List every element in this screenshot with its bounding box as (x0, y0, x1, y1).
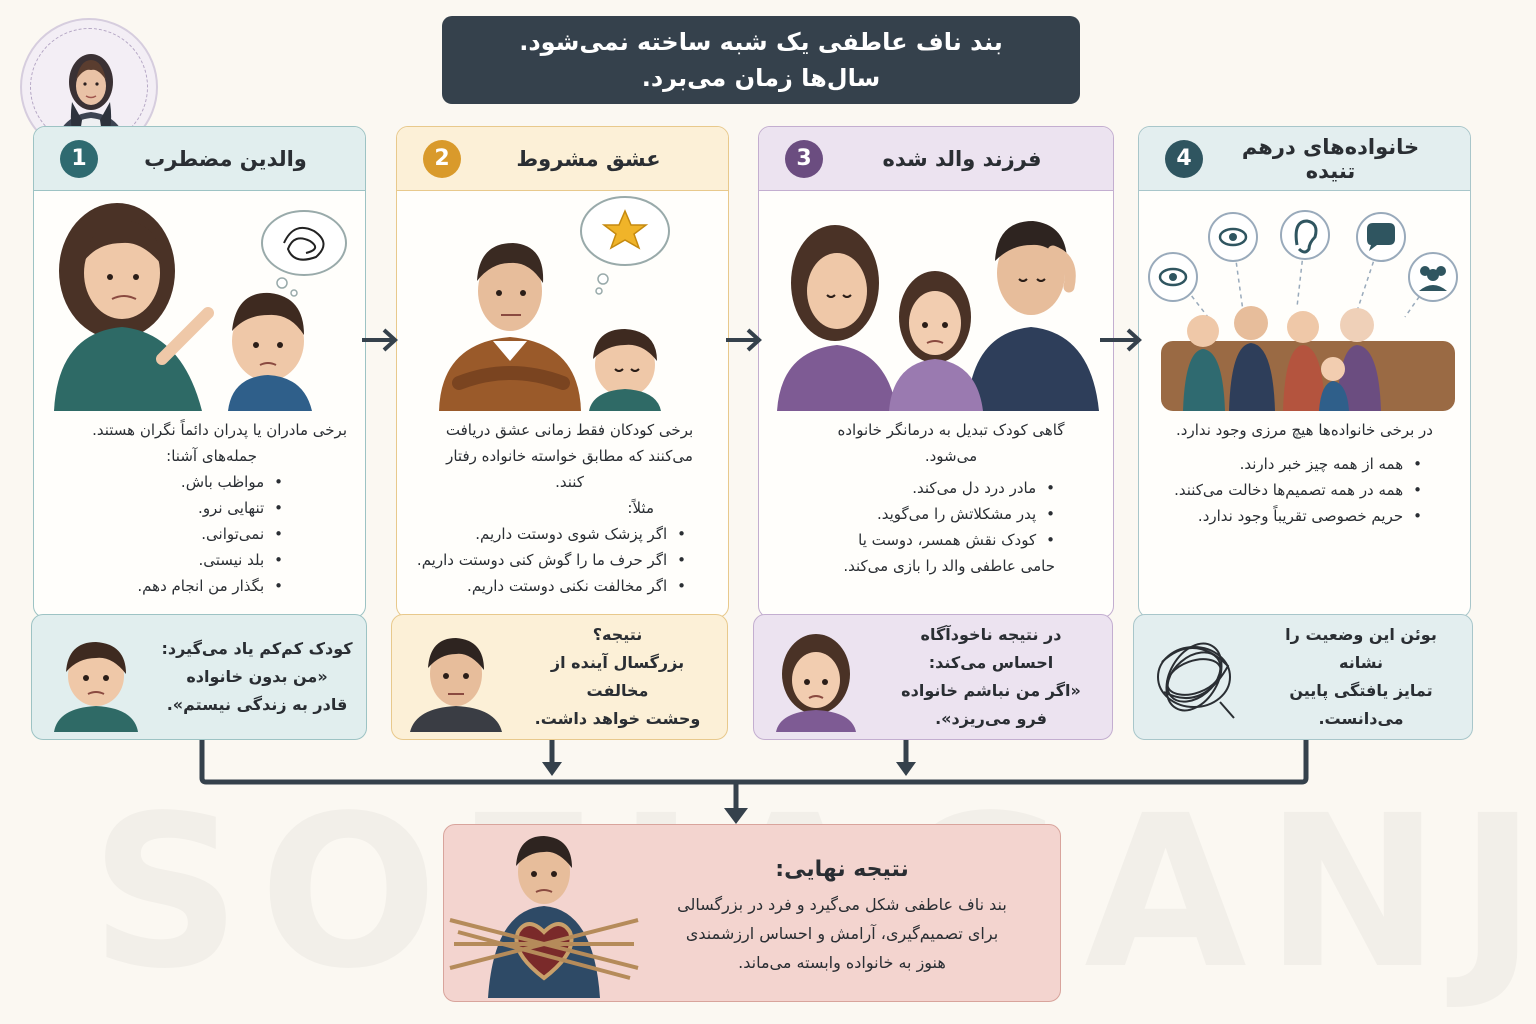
final-conclusion (443, 824, 1061, 1002)
card-title: عشق مشروط (516, 146, 661, 171)
arrow-right-icon (1098, 325, 1144, 355)
eye-icon (1209, 213, 1257, 261)
card-header (759, 127, 1113, 191)
list-item: • همه از همه چیز خبر دارند. (1157, 451, 1426, 477)
list-item: • همه در همه تصمیم‌ها دخالت می‌کنند. (1157, 477, 1426, 503)
title-line-2: سال‌ها زمان می‌برد. (641, 64, 881, 92)
list-item: • کودک نقش همسر، دوست یا حامی عاطفی والد را بازی می‌کند. (777, 527, 1059, 579)
examples-list (52, 469, 347, 599)
ear-icon (1281, 211, 1329, 259)
parentified-child-illustration (759, 191, 1113, 411)
list-item: • مادر درد دل می‌کند. (777, 475, 1059, 501)
list-item: • اگر مخالفت نکنی دوستت داریم. (415, 573, 690, 599)
list-item: • پدر مشکلاتش را می‌گوید. (777, 501, 1059, 527)
arrow-right-icon (724, 325, 764, 355)
outcome-card-1 (31, 614, 367, 740)
examples-list (777, 475, 1095, 579)
list-item: • اگر پزشک شوی دوستت داریم. (415, 521, 690, 547)
group-icon (1409, 253, 1457, 301)
outcome-line: قادر به زندگی نیستم».‏ (166, 695, 348, 714)
anxious-mother-illustration (34, 191, 365, 411)
step-number-badge: 1 (60, 140, 98, 178)
card-intro: در برخی خانواده‌ها هیچ مرزی وجود ندارد. (1176, 421, 1433, 439)
sad-girl-icon (762, 622, 870, 732)
list-item: • تنهایی نرو. (52, 495, 287, 521)
outcome-line: فرو می‌ریزد».‏ (935, 709, 1047, 728)
list-item: • مواظب باش. (52, 469, 287, 495)
card-sub: جمله‌های آشنا: (166, 447, 257, 465)
main-title (442, 16, 1080, 104)
card-body (397, 411, 728, 605)
eye-icon (1149, 253, 1197, 301)
card-conditional-love (396, 126, 729, 618)
sad-boy-icon (40, 622, 148, 732)
outcome-card-4 (1133, 614, 1473, 740)
outcome-line: «اگر من نباشم خانواده (901, 681, 1081, 700)
examples-list (415, 521, 710, 599)
final-line: هنوز به خانواده وابسته می‌ماند. (738, 952, 946, 972)
final-title: نتیجه نهایی: (775, 856, 909, 882)
outcome-line: در نتیجه ناخودآگاه (920, 625, 1062, 644)
outcome-line: وحشت خواهد داشت. (534, 709, 701, 728)
card-body (759, 411, 1113, 585)
chat-bubble-icon (1357, 213, 1405, 261)
enmeshed-family-illustration (1139, 191, 1470, 411)
card-title: والدین مضطرب (144, 146, 307, 171)
outcome-card-3 (753, 614, 1113, 740)
card-title: خانواده‌های درهم تنیده (1241, 134, 1420, 183)
step-number-badge: 3 (785, 140, 823, 178)
card-body (34, 411, 365, 605)
arrow-right-icon (360, 325, 400, 355)
outcome-line: کودک کم‌کم یاد می‌گیرد: (161, 639, 353, 658)
outcome-line: احساس می‌کند: (928, 653, 1054, 672)
outcome-line: «من بدون خانواده (186, 667, 328, 686)
card-header (1139, 127, 1470, 191)
stern-father-illustration (397, 191, 728, 411)
list-item: • بلد نیستی. (52, 547, 287, 573)
card-intro: برخی مادران یا پدران دائماً نگران هستند. (92, 421, 347, 439)
outcome-line: نتیجه؟ (592, 625, 643, 644)
final-line: برای تصمیم‌گیری، آرامش و احساس ارزشمندی (685, 923, 999, 943)
outcome-line: بوئن این وضعیت را نشانه (1285, 625, 1437, 672)
outcome-card-2 (391, 614, 728, 740)
flow-connector (0, 738, 1536, 828)
card-body (1139, 411, 1470, 535)
list-item: • نمی‌توانی. (52, 521, 287, 547)
card-title: فرزند والد شده (882, 146, 1042, 171)
outcome-line: تمایز یافتگی پایین می‌دانست. (1289, 681, 1433, 728)
card-header (397, 127, 728, 191)
final-line: بند ناف عاطفی شکل می‌گیرد و فرد در بزرگسالی (677, 894, 1007, 914)
tied-man-heart-icon (444, 828, 644, 998)
list-item: • بگذار من انجام دهم. (52, 573, 287, 599)
examples-list (1157, 451, 1452, 529)
card-enmeshed-families (1138, 126, 1471, 618)
list-item: • اگر حرف ما را گوش کنی دوستت داریم. (415, 547, 690, 573)
list-item: • حریم خصوصی تقریباً وجود ندارد. (1157, 503, 1426, 529)
card-parentified-child (758, 126, 1114, 618)
step-number-badge: 4 (1165, 140, 1203, 178)
title-line-1: بند ناف عاطفی یک شبه ساخته نمی‌شود. (519, 28, 1003, 56)
tangled-knot-icon (1142, 622, 1250, 732)
card-sub: مثلاً: (627, 499, 654, 517)
step-number-badge: 2 (423, 140, 461, 178)
card-intro: برخی کودکان فقط زمانی عشق دریافت می‌کنند که مطابق خواسته خانواده رفتار کنند. (445, 421, 694, 491)
outcome-line: بزرگسال آینده از مخالفت (550, 653, 685, 700)
anxious-young-man-icon (400, 622, 508, 732)
card-anxious-parents (33, 126, 366, 618)
card-header (34, 127, 365, 191)
card-intro: گاهی کودک تبدیل به درمانگر خانواده می‌شود. (837, 421, 1065, 465)
